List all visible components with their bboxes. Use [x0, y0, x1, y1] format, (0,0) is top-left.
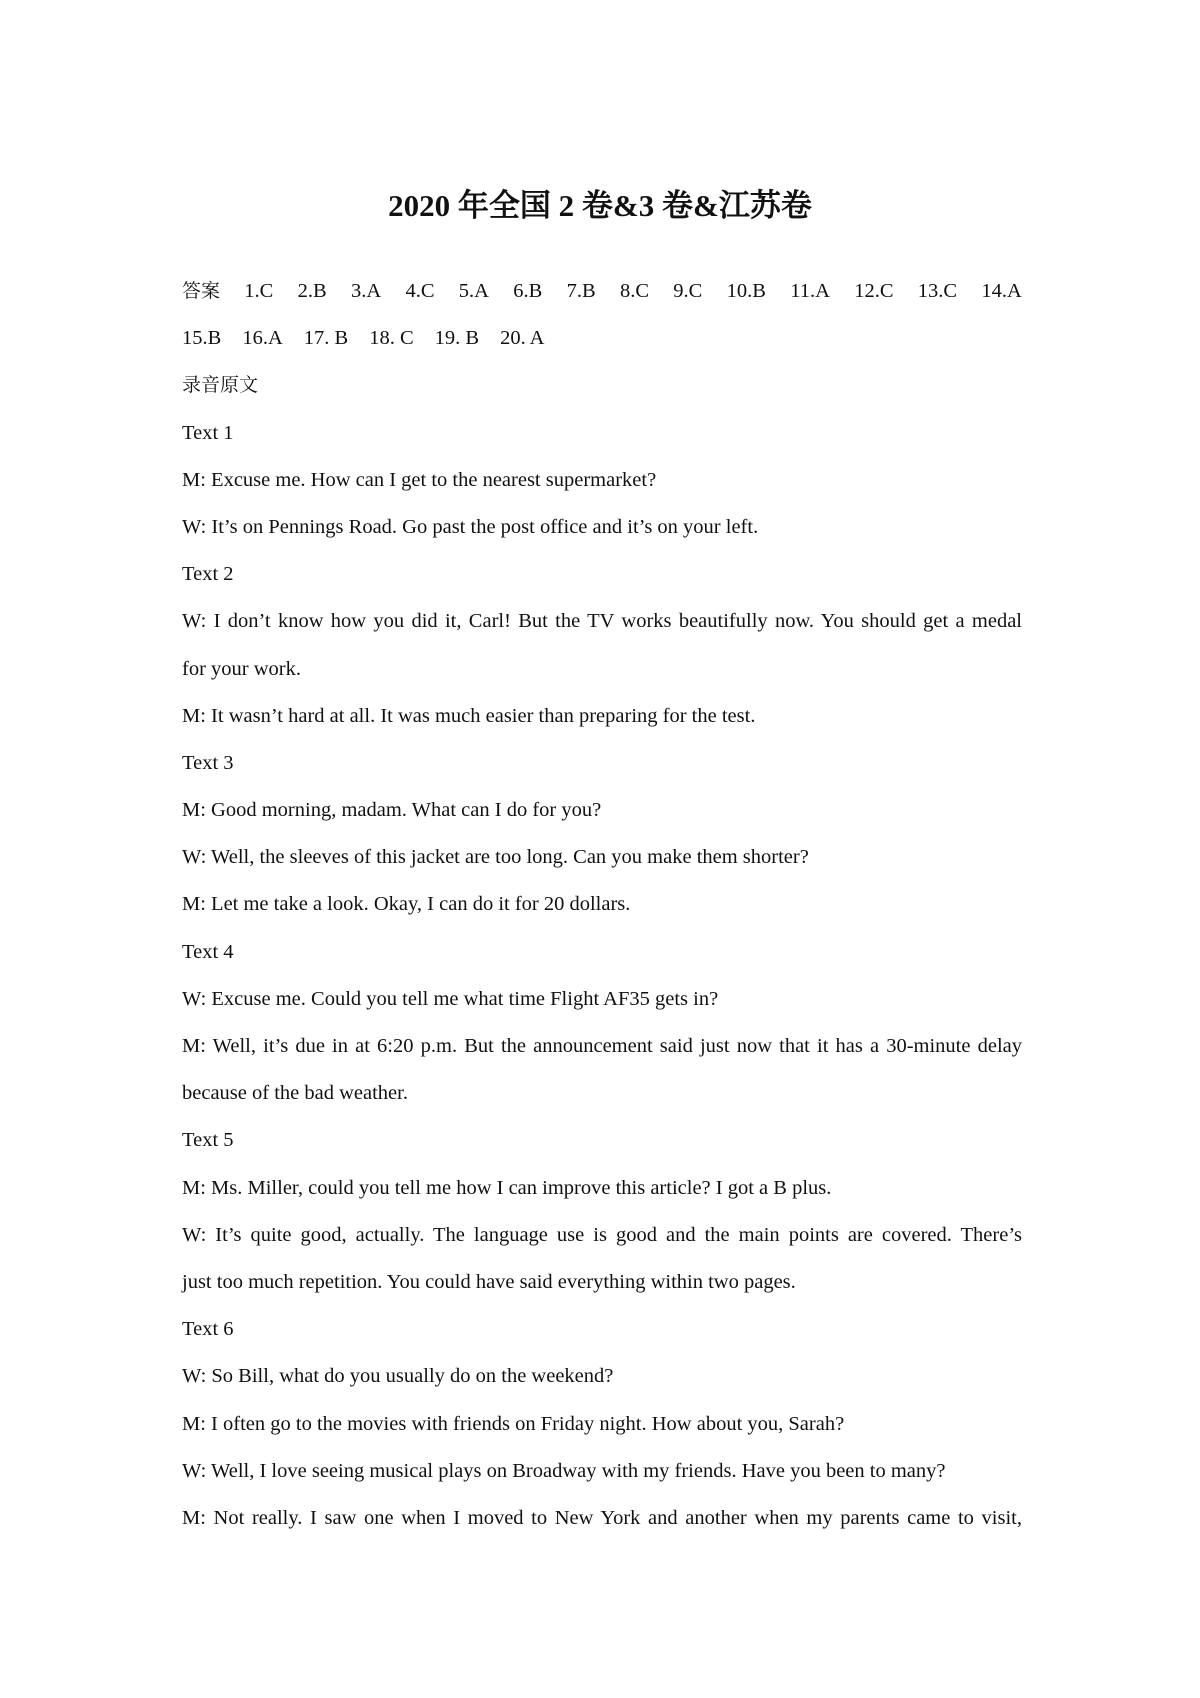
answer-item: 18. C [369, 327, 414, 350]
answers-label: 答案 [182, 280, 221, 302]
dialogue-line: W: Well, I love seeing musical plays on Broadway with my friends. Have you been to many? [182, 1459, 946, 1482]
dialogue-line: M: Let me take a look. Okay, I can do it for 20 dollars. [182, 893, 631, 916]
document-body [182, 268, 1022, 1542]
dialogue-line: M: I often go to the movies with friends on Friday night. How about you, Sarah? [182, 1412, 845, 1435]
section-heading: Text 3 [182, 751, 234, 774]
transcript-heading: 录音原文 [182, 374, 259, 397]
answer-item: 6.B [513, 280, 543, 302]
section-heading: Text 2 [182, 563, 234, 586]
answer-item: 5.A [458, 280, 489, 302]
dialogue-line: W: I don’t know how you did it, Carl! But the TV works beautifully now. You should get a medal [182, 610, 1022, 633]
dialogue-line: M: Not really. I saw one when I moved to New York and another when my parents came to visit, [182, 1506, 1022, 1529]
dialogue-line: because of the bad weather. [182, 1082, 408, 1105]
answer-key-row-2 [182, 315, 1022, 362]
answer-item: 3.A [350, 280, 382, 302]
answer-item: 14.A [981, 280, 1022, 302]
answer-item: 19. B [434, 327, 480, 350]
answer-item: 15.B [182, 327, 222, 350]
answer-item: 10.B [726, 280, 766, 302]
answer-item: 11.A [790, 280, 830, 302]
answer-key-row-1 [182, 268, 1022, 315]
dialogue-line: M: Well, it’s due in at 6:20 p.m. But the announcement said just now that it has a 30-minute delay [182, 1035, 1022, 1057]
dialogue-line: M: Excuse me. How can I get to the nearest supermarket? [182, 468, 657, 491]
dialogue-line: W: So Bill, what do you usually do on the weekend? [182, 1365, 614, 1388]
dialogue-line: for your work. [182, 657, 301, 680]
dialogue-line: M: Ms. Miller, could you tell me how I can improve this article? I got a B plus. [182, 1176, 832, 1199]
dialogue-line: W: Well, the sleeves of this jacket are too long. Can you make them shorter? [182, 846, 809, 869]
answer-item: 12.C [854, 280, 894, 302]
dialogue-line: just too much repetition. You could have said everything within two pages. [182, 1270, 796, 1293]
section-heading: Text 6 [182, 1318, 234, 1341]
answer-item: 4.C [405, 280, 435, 302]
answer-item: 16.A [242, 327, 283, 350]
dialogue-line: M: It wasn’t hard at all. It was much easier than preparing for the test. [182, 704, 756, 727]
section-heading: Text 5 [182, 1129, 234, 1152]
answer-item: 13.C [917, 280, 958, 302]
dialogue-line: W: Excuse me. Could you tell me what time Flight AF35 gets in? [182, 987, 719, 1010]
answer-item: 7.B [566, 280, 596, 302]
dialogue-line: M: Good morning, madam. What can I do for you? [182, 799, 602, 822]
dialogue-line: W: It’s on Pennings Road. Go past the post office and it’s on your left. [182, 515, 759, 538]
answer-item: 8.C [619, 280, 650, 302]
answer-item: 2.B [297, 280, 327, 302]
answer-item: 17. B [303, 327, 349, 350]
document-title: 2020 年全国 2 卷&3 卷&江苏卷 [388, 188, 812, 223]
answer-item: 9.C [673, 280, 703, 302]
section-heading: Text 1 [182, 421, 234, 444]
section-heading: Text 4 [182, 940, 234, 963]
dialogue-line: W: It’s quite good, actually. The language use is good and the main points are covered. There’s [182, 1223, 1022, 1246]
answer-item: 20. A [500, 327, 545, 350]
answer-item: 1.C [244, 280, 274, 302]
